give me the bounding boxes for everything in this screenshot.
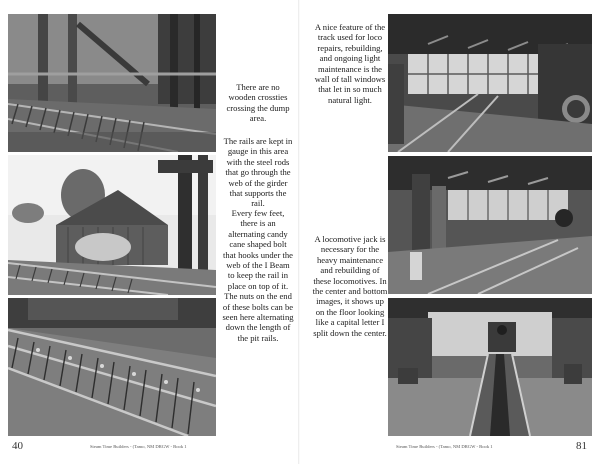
running-footer-left: Steam Time Builders - (Tamo, NM DRGW - Book 1 — [90, 444, 187, 449]
caption-no-crossties — [222, 82, 294, 134]
caption-text: A nice feature of the track used for loco repairs, rebuilding, and ongoing light maintenance is the wall of tall windows that let in so much natural light. — [314, 22, 386, 105]
caption-text: A locomotive jack is necessary for the heavy maintenance and rebuilding of these locomotives. In the center and bottom images, it shows up on the floor looking like a capital letter I split down the center. — [312, 234, 388, 338]
caption-text: There are no wooden crossties crossing the dump area. — [226, 82, 290, 124]
page-number-right: 81 — [576, 440, 587, 452]
caption-locomotive-jack — [312, 234, 388, 348]
photo-pit-rail-bolts — [8, 298, 216, 436]
caption-text: Every few feet, there is an alternating candy cane shaped bolt that hooks under the web of the I Beam to keep the rail in place on top of it. The nuts on the end of these bolts can be seen here alternating down the length of the pit rails. — [222, 208, 294, 343]
photo-pit-center-track — [388, 298, 592, 436]
caption-text: The rails are kept in gauge in this area with the steel rods that go through the web of the girder that supports the rail. — [223, 136, 293, 209]
page-number-left: 40 — [12, 440, 23, 452]
photo-rails-in-gauge — [8, 155, 216, 295]
caption-candy-cane-bolts — [222, 208, 294, 353]
photo-locomotive-jack — [388, 156, 592, 294]
caption-rails-in-gauge — [222, 136, 294, 219]
photo-dump-area-trestle — [8, 14, 216, 152]
running-footer-right: Steam Time Builders - (Tamo, NM DRGW - Book 1 — [396, 444, 493, 449]
photo-shop-windows — [388, 14, 592, 152]
caption-tall-windows — [312, 22, 388, 115]
right-page — [300, 0, 600, 464]
